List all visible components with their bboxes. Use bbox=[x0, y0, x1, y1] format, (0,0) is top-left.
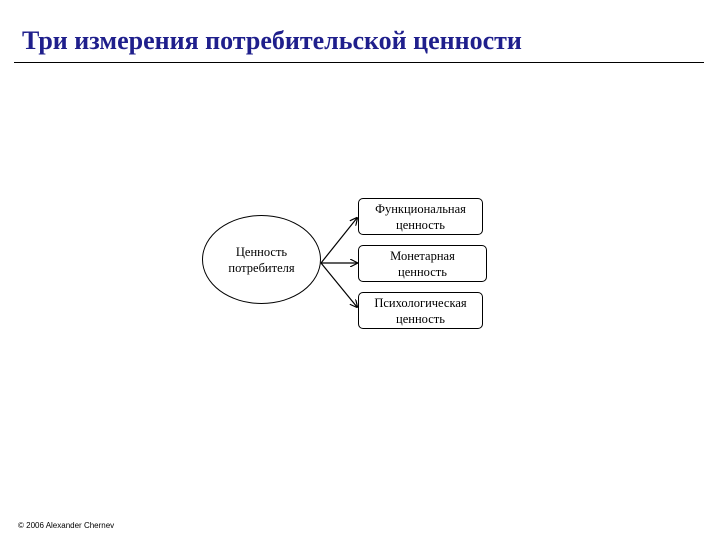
arrow-to-functional bbox=[321, 218, 357, 263]
psychological-value-label-line2: ценность bbox=[396, 311, 445, 326]
functional-value-label-line1: Функциональная bbox=[375, 201, 466, 216]
customer-value-label-line2: потребителя bbox=[228, 260, 295, 275]
psychological-value-label-line1: Психологическая bbox=[374, 295, 467, 310]
customer-value-label-line1: Ценность bbox=[235, 244, 288, 259]
monetary-value-label-line2: ценность bbox=[398, 264, 447, 279]
arrow-to-psychological bbox=[321, 263, 357, 307]
psychological-value-box bbox=[358, 292, 483, 329]
slide-title: Три измерения потребительской ценности bbox=[22, 26, 522, 55]
monetary-value-box bbox=[358, 245, 487, 282]
customer-value-node bbox=[202, 215, 321, 304]
functional-value-label-line2: ценность bbox=[396, 217, 445, 232]
copyright-footer: © 2006 Alexander Chernev bbox=[18, 521, 115, 530]
monetary-value-label-line1: Монетарная bbox=[390, 248, 455, 263]
functional-value-box bbox=[358, 198, 483, 235]
